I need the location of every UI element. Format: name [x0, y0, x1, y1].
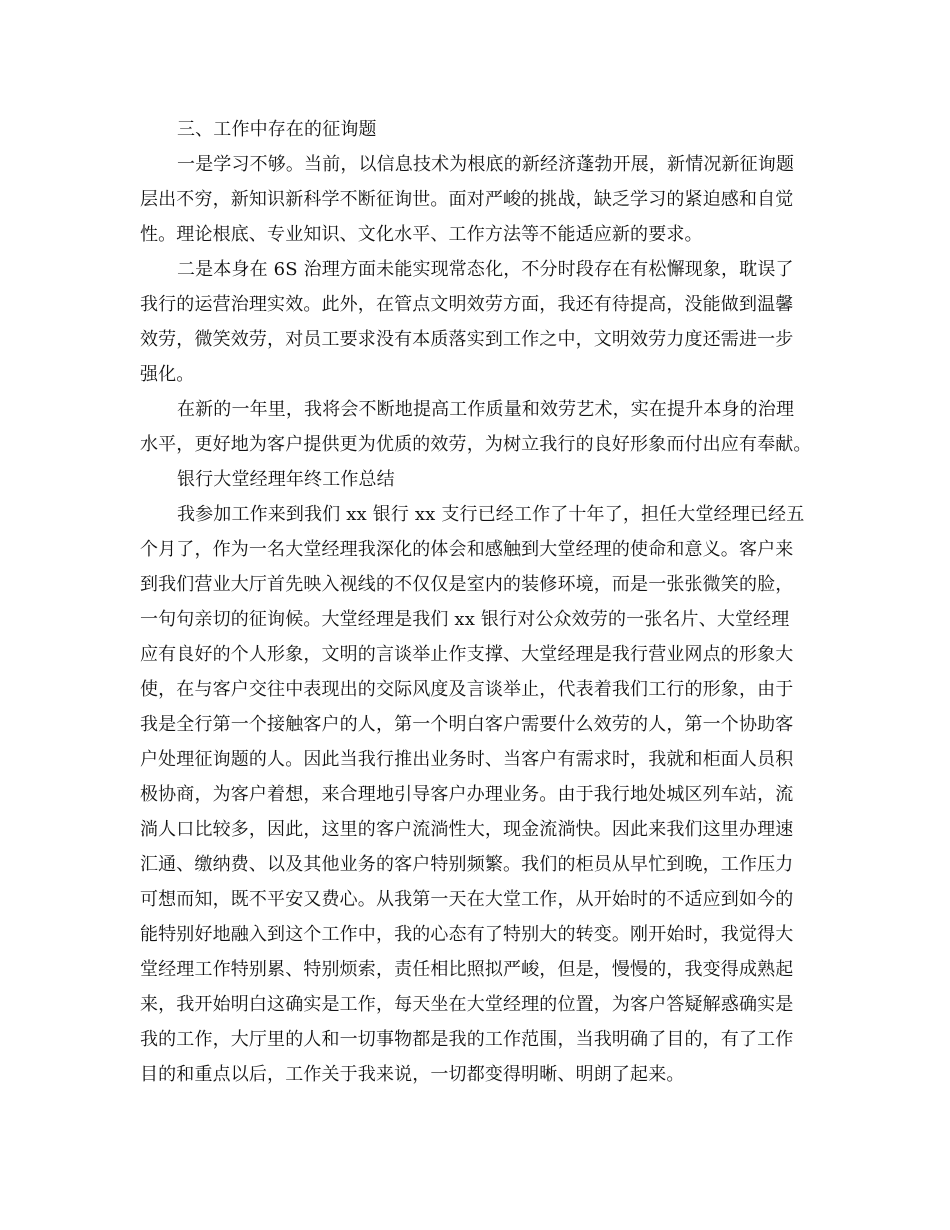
- section-heading: 三、工作中存在的征询题: [177, 119, 377, 140]
- text-line: 强化。: [140, 364, 195, 385]
- text-line: 到我们营业大厅首先映入视线的不仅仅是室内的装修环境，而是一张张微笑的脸，: [140, 574, 794, 595]
- text-line: 一句句亲切的征询候。大堂经理是我们 xx 银行对公众效劳的一张名片、大堂经理: [140, 609, 790, 630]
- text-line: 我行的运营治理实效。此外，在管点文明效劳方面，我还有待提高，没能做到温馨: [140, 294, 794, 315]
- text-line: 堂经理工作特别累、特别烦索，责任相比照拟严峻，但是，慢慢的，我变得成熟起: [140, 959, 794, 980]
- document-title: 银行大堂经理年终工作总结: [177, 469, 395, 490]
- text-line: 可想而知，既不平安又费心。从我第一天在大堂工作，从开始时的不适应到如今的: [140, 889, 794, 910]
- text-line: 户处理征询题的人。因此当我行推出业务时、当客户有需求时，我就和柜面人员积: [140, 749, 794, 770]
- text-line: 水平，更好地为客户提供更为优质的效劳，为树立我行的良好形象而付出应有奉献。: [140, 434, 812, 455]
- text-line: 二是本身在 6S 治理方面未能实现常态化，不分时段存在有松懈现象，耽误了: [177, 259, 794, 280]
- text-line: 一是学习不够。当前，以信息技术为根底的新经济蓬勃开展，新情况新征询题: [177, 154, 795, 175]
- text-line: 性。理论根底、专业知识、文化水平、工作方法等不能适应新的要求。: [140, 224, 703, 245]
- text-line: 使，在与客户交往中表现出的交际风度及言谈举止，代表着我们工行的形象，由于: [140, 679, 794, 700]
- text-line: 目的和重点以后，工作关于我来说，一切都变得明晰、明朗了起来。: [140, 1064, 685, 1085]
- text-line: 个月了，作为一名大堂经理我深化的体会和感触到大堂经理的使命和意义。客户来: [140, 539, 794, 560]
- text-line: 能特别好地融入到这个工作中，我的心态有了特别大的转变。刚开始时，我觉得大: [140, 924, 794, 945]
- text-line: 极协商，为客户着想，来合理地引导客户办理业务。由于我行地处城区列车站，流: [140, 784, 794, 805]
- text-line: 我的工作，大厅里的人和一切事物都是我的工作范围，当我明确了目的，有了工作: [140, 1029, 794, 1050]
- text-line: 淌人口比较多，因此，这里的客户流淌性大，现金流淌快。因此来我们这里办理速: [140, 819, 794, 840]
- text-line: 我参加工作来到我们 xx 银行 xx 支行已经工作了十年了，担任大堂经理已经五: [177, 504, 805, 525]
- text-line: 效劳，微笑效劳，对员工要求没有本质落实到工作之中，文明效劳力度还需进一步: [140, 329, 794, 350]
- text-line: 汇通、缴纳费、以及其他业务的客户特别频繁。我们的柜员从早忙到晚，工作压力: [140, 854, 794, 875]
- text-line: 我是全行第一个接触客户的人，第一个明白客户需要什么效劳的人，第一个协助客: [140, 714, 794, 735]
- text-line: 来，我开始明白这确实是工作，每天坐在大堂经理的位置，为客户答疑解惑确实是: [140, 994, 794, 1015]
- text-line: 层出不穷，新知识新科学不断征询世。面对严峻的挑战，缺乏学习的紧迫感和自觉: [140, 189, 794, 210]
- text-line: 在新的一年里，我将会不断地提高工作质量和效劳艺术，实在提升本身的治理: [177, 399, 795, 420]
- text-line: 应有良好的个人形象，文明的言谈举止作支撑、大堂经理是我行营业网点的形象大: [140, 644, 794, 665]
